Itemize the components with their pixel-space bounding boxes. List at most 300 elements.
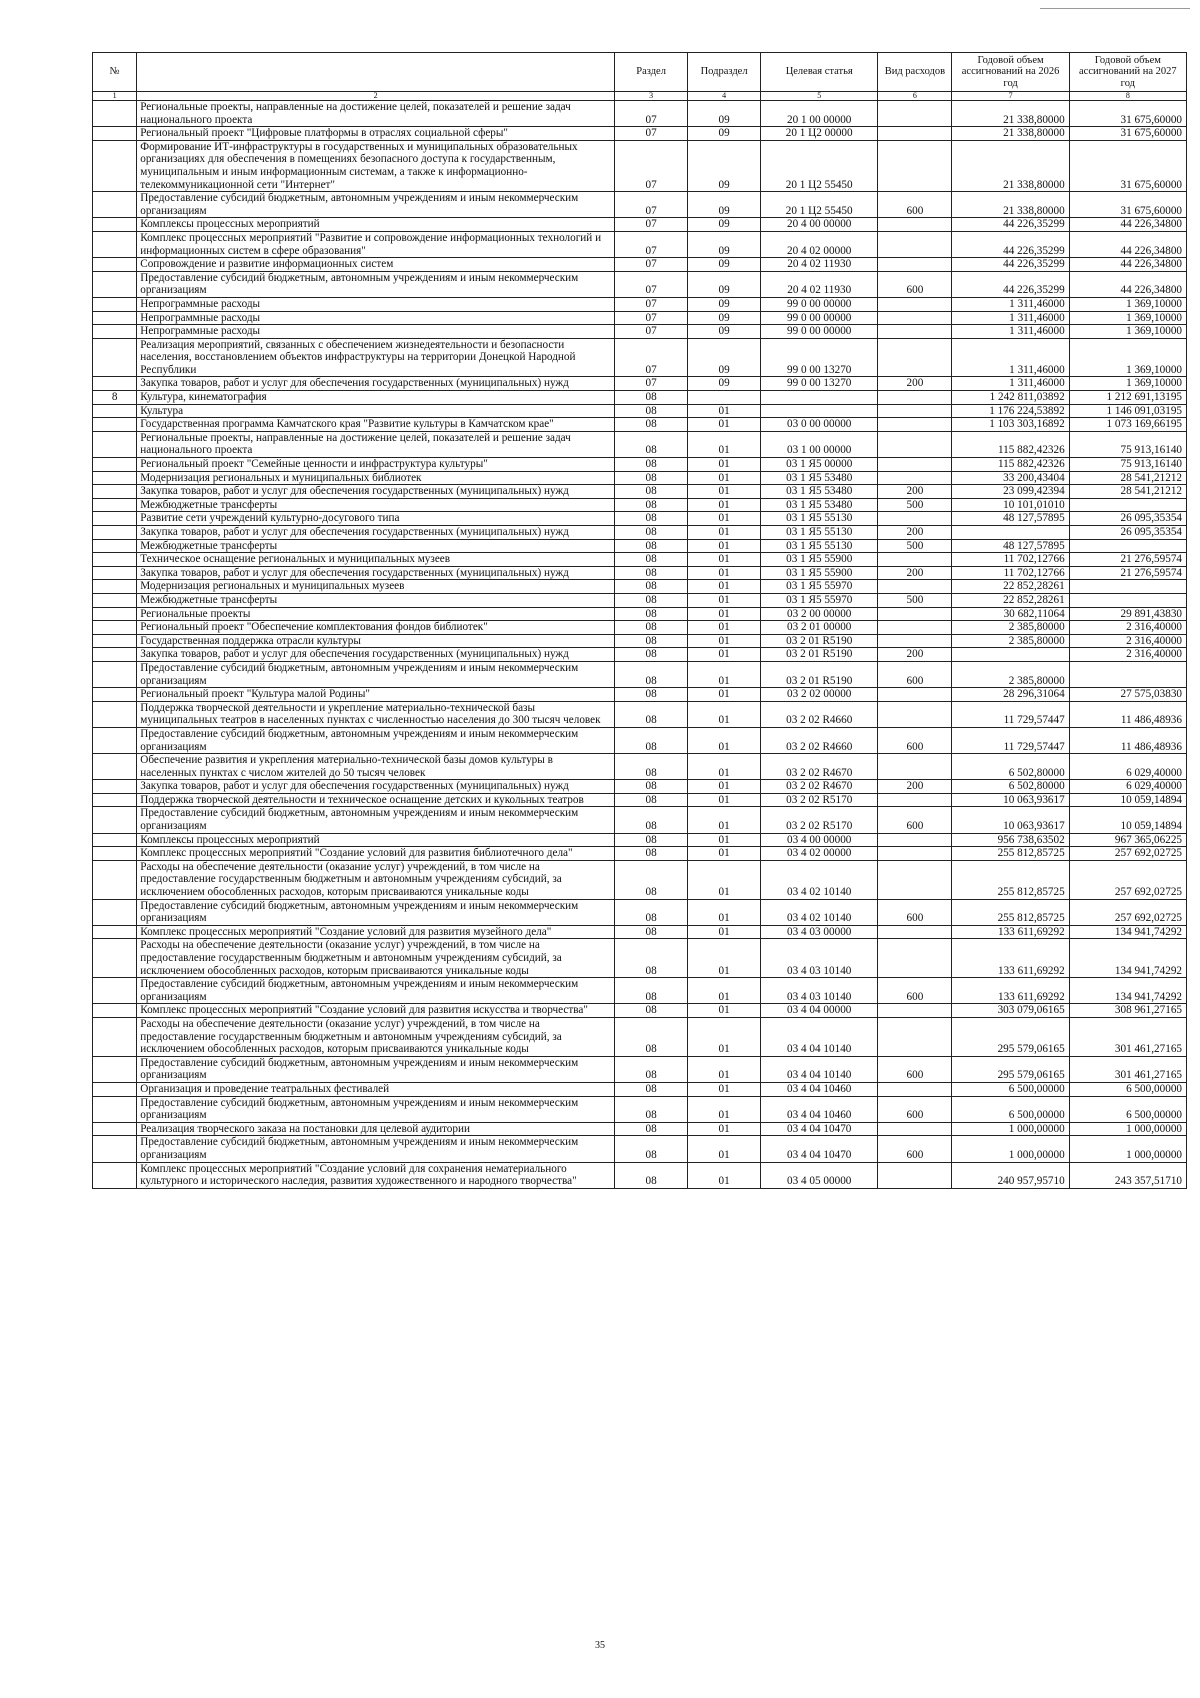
- row-name: Предоставление субсидий бюджетным, автономным учреждениям и иным некоммерческим организациям: [137, 271, 615, 297]
- table-row: [93, 1096, 1187, 1122]
- row-name: Закупка товаров, работ и услуг для обеспечения государственных (муниципальных) нужд: [137, 780, 615, 794]
- row-expense-type: 600: [878, 1096, 952, 1122]
- row-podrazdel: 09: [688, 377, 761, 391]
- row-name: Культура: [137, 404, 615, 418]
- row-expense-type: 200: [878, 566, 952, 580]
- table-row: [93, 539, 1187, 553]
- row-podrazdel: 01: [688, 860, 761, 899]
- row-expense-type: [878, 847, 952, 861]
- table-row: [93, 526, 1187, 540]
- table-row: [93, 458, 1187, 472]
- row-number: [93, 634, 137, 648]
- row-target-article: 03 2 01 R5190: [761, 634, 878, 648]
- table-row: [93, 1004, 1187, 1018]
- row-target-article: 99 0 00 13270: [761, 338, 878, 377]
- table-row: [93, 297, 1187, 311]
- row-amount-2027: 6 029,40000: [1069, 754, 1186, 780]
- row-number: [93, 553, 137, 567]
- table-row: [93, 338, 1187, 377]
- row-name: Предоставление субсидий бюджетным, автономным учреждениям и иным некоммерческим организациям: [137, 192, 615, 218]
- row-amount-2027: 2 316,40000: [1069, 648, 1186, 662]
- row-amount-2026: 1 000,00000: [952, 1136, 1069, 1162]
- header-amount-2027: Годовой объем ассигнований на 2027 год: [1069, 53, 1186, 92]
- row-razdel: 07: [615, 127, 688, 141]
- row-amount-2026: 133 611,69292: [952, 925, 1069, 939]
- row-amount-2026: 1 311,46000: [952, 311, 1069, 325]
- row-name: Комплекс процессных мероприятий "Создание условий для развития искусства и творчества": [137, 1004, 615, 1018]
- table-row: [93, 621, 1187, 635]
- row-expense-type: 200: [878, 526, 952, 540]
- row-target-article: 03 2 01 00000: [761, 621, 878, 635]
- row-number: [93, 607, 137, 621]
- row-podrazdel: 09: [688, 338, 761, 377]
- row-number: [93, 939, 137, 978]
- row-razdel: 08: [615, 404, 688, 418]
- row-target-article: 03 4 02 10140: [761, 899, 878, 925]
- row-podrazdel: 01: [688, 899, 761, 925]
- row-amount-2026: 23 099,42394: [952, 485, 1069, 499]
- row-amount-2027: 134 941,74292: [1069, 925, 1186, 939]
- row-razdel: 08: [615, 1017, 688, 1056]
- row-amount-2027: 1 369,10000: [1069, 338, 1186, 377]
- row-amount-2026: 44 226,35299: [952, 218, 1069, 232]
- row-amount-2026: 30 682,11064: [952, 607, 1069, 621]
- top-edge-rule: [1040, 8, 1190, 9]
- row-razdel: 08: [615, 847, 688, 861]
- table-row: [93, 418, 1187, 432]
- row-amount-2027: 134 941,74292: [1069, 978, 1186, 1004]
- row-target-article: 03 1 Я5 55900: [761, 553, 878, 567]
- row-podrazdel: 01: [688, 634, 761, 648]
- row-target-article: 03 2 02 R4670: [761, 754, 878, 780]
- row-amount-2026: 11 729,57447: [952, 701, 1069, 727]
- row-razdel: 08: [615, 1122, 688, 1136]
- table-row: [93, 701, 1187, 727]
- row-razdel: 07: [615, 192, 688, 218]
- row-amount-2026: 44 226,35299: [952, 231, 1069, 257]
- row-target-article: 03 2 02 R5170: [761, 807, 878, 833]
- row-number: [93, 1082, 137, 1096]
- row-number: [93, 566, 137, 580]
- row-target-article: 03 4 02 00000: [761, 847, 878, 861]
- row-razdel: 08: [615, 566, 688, 580]
- row-amount-2027: 967 365,06225: [1069, 833, 1186, 847]
- row-expense-type: [878, 860, 952, 899]
- row-amount-2027: 31 675,60000: [1069, 127, 1186, 141]
- row-number: [93, 648, 137, 662]
- row-amount-2026: 48 127,57895: [952, 539, 1069, 553]
- row-razdel: 07: [615, 271, 688, 297]
- table-row: [93, 566, 1187, 580]
- row-amount-2027: 10 059,14894: [1069, 807, 1186, 833]
- row-name: Закупка товаров, работ и услуг для обеспечения государственных (муниципальных) нужд: [137, 566, 615, 580]
- row-number: [93, 539, 137, 553]
- row-amount-2026: 6 500,00000: [952, 1096, 1069, 1122]
- row-amount-2026: 295 579,06165: [952, 1017, 1069, 1056]
- row-target-article: 20 1 00 00000: [761, 101, 878, 127]
- row-name: Государственная программа Камчатского края "Развитие культуры в Камчатском крае": [137, 418, 615, 432]
- row-target-article: 20 4 00 00000: [761, 218, 878, 232]
- row-podrazdel: 01: [688, 431, 761, 457]
- table-row: [93, 1136, 1187, 1162]
- row-name: Комплекс процессных мероприятий "Создание условий для развития музейного дела": [137, 925, 615, 939]
- row-number: [93, 807, 137, 833]
- row-target-article: 03 1 Я5 53480: [761, 485, 878, 499]
- row-target-article: 03 4 04 10470: [761, 1122, 878, 1136]
- row-expense-type: 600: [878, 192, 952, 218]
- table-row: [93, 498, 1187, 512]
- row-name: Комплекс процессных мероприятий "Развитие и сопровождение информационных технологий и информационных систем в сфере образования": [137, 231, 615, 257]
- row-podrazdel: 01: [688, 526, 761, 540]
- row-target-article: 20 1 Ц2 55450: [761, 140, 878, 191]
- row-amount-2027: 2 316,40000: [1069, 634, 1186, 648]
- row-number: [93, 338, 137, 377]
- row-number: [93, 140, 137, 191]
- row-amount-2027: 6 029,40000: [1069, 780, 1186, 794]
- row-amount-2027: 27 575,03830: [1069, 688, 1186, 702]
- row-expense-type: 600: [878, 978, 952, 1004]
- header-number: №: [93, 53, 137, 92]
- header-amount-2026: Годовой объем ассигнований на 2026 год: [952, 53, 1069, 92]
- row-podrazdel: 01: [688, 566, 761, 580]
- row-amount-2027: 301 461,27165: [1069, 1017, 1186, 1056]
- row-amount-2026: 44 226,35299: [952, 271, 1069, 297]
- row-expense-type: 200: [878, 648, 952, 662]
- row-number: [93, 512, 137, 526]
- header-expense-type: Вид расходов: [878, 53, 952, 92]
- row-expense-type: 600: [878, 1136, 952, 1162]
- row-amount-2027: 1 073 169,66195: [1069, 418, 1186, 432]
- row-expense-type: [878, 1162, 952, 1188]
- row-name: Региональный проект "Обеспечение комплектования фондов библиотек": [137, 621, 615, 635]
- row-amount-2026: 240 957,95710: [952, 1162, 1069, 1188]
- row-number: [93, 978, 137, 1004]
- row-expense-type: [878, 1004, 952, 1018]
- row-name: Непрограммные расходы: [137, 311, 615, 325]
- row-podrazdel: 01: [688, 404, 761, 418]
- row-amount-2027: 31 675,60000: [1069, 101, 1186, 127]
- row-razdel: 07: [615, 218, 688, 232]
- row-number: [93, 431, 137, 457]
- row-amount-2026: 21 338,80000: [952, 192, 1069, 218]
- row-podrazdel: 09: [688, 140, 761, 191]
- table-row: [93, 485, 1187, 499]
- row-amount-2026: 11 702,12766: [952, 566, 1069, 580]
- row-podrazdel: 01: [688, 621, 761, 635]
- row-amount-2026: [952, 648, 1069, 662]
- row-razdel: 08: [615, 807, 688, 833]
- row-expense-type: [878, 1122, 952, 1136]
- row-razdel: 08: [615, 648, 688, 662]
- row-podrazdel: 01: [688, 793, 761, 807]
- row-amount-2026: 1 103 303,16892: [952, 418, 1069, 432]
- row-razdel: 07: [615, 325, 688, 339]
- row-amount-2027: [1069, 580, 1186, 594]
- row-expense-type: [878, 431, 952, 457]
- row-target-article: 03 2 01 R5190: [761, 661, 878, 687]
- row-podrazdel: 01: [688, 1122, 761, 1136]
- row-name: Непрограммные расходы: [137, 297, 615, 311]
- row-expense-type: [878, 418, 952, 432]
- table-row: [93, 377, 1187, 391]
- table-row: [93, 833, 1187, 847]
- row-name: Предоставление субсидий бюджетным, автономным учреждениям и иным некоммерческим организациям: [137, 899, 615, 925]
- row-razdel: 08: [615, 661, 688, 687]
- table-row: [93, 127, 1187, 141]
- row-name: Комплексы процессных мероприятий: [137, 218, 615, 232]
- row-amount-2026: 6 502,80000: [952, 754, 1069, 780]
- budget-table-sheet: [92, 52, 1187, 1189]
- row-podrazdel: 01: [688, 1136, 761, 1162]
- row-number: [93, 311, 137, 325]
- table-row: [93, 978, 1187, 1004]
- row-amount-2026: 2 385,80000: [952, 621, 1069, 635]
- row-name: Организация и проведение театральных фестивалей: [137, 1082, 615, 1096]
- table-row: [93, 512, 1187, 526]
- header-podrazdel: Подраздел: [688, 53, 761, 92]
- row-razdel: 08: [615, 793, 688, 807]
- row-razdel: 08: [615, 899, 688, 925]
- row-name: Региональные проекты, направленные на достижение целей, показателей и решение задач национального проекта: [137, 101, 615, 127]
- row-razdel: 08: [615, 780, 688, 794]
- row-amount-2026: 1 000,00000: [952, 1122, 1069, 1136]
- row-razdel: 08: [615, 688, 688, 702]
- row-razdel: 08: [615, 1004, 688, 1018]
- row-razdel: 08: [615, 471, 688, 485]
- table-row: [93, 727, 1187, 753]
- row-number: [93, 458, 137, 472]
- row-number: [93, 847, 137, 861]
- row-razdel: 07: [615, 311, 688, 325]
- row-razdel: 08: [615, 431, 688, 457]
- row-name: Модернизация региональных и муниципальных музеев: [137, 580, 615, 594]
- header-razdel: Раздел: [615, 53, 688, 92]
- row-amount-2026: 1 311,46000: [952, 297, 1069, 311]
- row-amount-2027: 29 891,43830: [1069, 607, 1186, 621]
- row-number: [93, 377, 137, 391]
- row-razdel: 08: [615, 485, 688, 499]
- row-target-article: 20 1 Ц2 00000: [761, 127, 878, 141]
- row-target-article: 03 4 05 00000: [761, 1162, 878, 1188]
- row-name: Предоставление субсидий бюджетным, автономным учреждениям и иным некоммерческим организациям: [137, 1136, 615, 1162]
- row-target-article: 03 4 03 10140: [761, 978, 878, 1004]
- table-row: [93, 1082, 1187, 1096]
- row-target-article: [761, 404, 878, 418]
- row-number: [93, 192, 137, 218]
- table-row: [93, 807, 1187, 833]
- row-razdel: 07: [615, 258, 688, 272]
- row-name: Расходы на обеспечение деятельности (оказание услуг) учреждений, в том числе на предоставление государственным бюджетным и автономным учреждениям субсидий, за исключением обособленных расходов, которым присваиваются уникальные коды: [137, 939, 615, 978]
- row-amount-2026: 44 226,35299: [952, 258, 1069, 272]
- row-razdel: 08: [615, 526, 688, 540]
- row-expense-type: [878, 1082, 952, 1096]
- row-amount-2027: 243 357,51710: [1069, 1162, 1186, 1188]
- row-expense-type: [878, 297, 952, 311]
- row-podrazdel: 01: [688, 485, 761, 499]
- row-number: [93, 271, 137, 297]
- row-target-article: 03 2 00 00000: [761, 607, 878, 621]
- table-row: [93, 607, 1187, 621]
- row-amount-2026: 1 311,46000: [952, 325, 1069, 339]
- row-number: [93, 833, 137, 847]
- row-amount-2027: 257 692,02725: [1069, 860, 1186, 899]
- row-amount-2027: 44 226,34800: [1069, 218, 1186, 232]
- row-razdel: 08: [615, 539, 688, 553]
- row-name: Межбюджетные трансферты: [137, 498, 615, 512]
- row-amount-2026: 21 338,80000: [952, 140, 1069, 191]
- column-number: 1: [93, 92, 137, 101]
- row-target-article: 03 1 Я5 55970: [761, 593, 878, 607]
- row-target-article: 03 2 02 R4660: [761, 701, 878, 727]
- row-podrazdel: 01: [688, 727, 761, 753]
- table-row: [93, 939, 1187, 978]
- row-expense-type: 600: [878, 899, 952, 925]
- row-target-article: 03 1 Я5 55130: [761, 512, 878, 526]
- row-name: Государственная поддержка отрасли культуры: [137, 634, 615, 648]
- row-number: [93, 793, 137, 807]
- row-target-article: 03 1 Я5 55900: [761, 566, 878, 580]
- row-name: Формирование ИТ-инфраструктуры в государственных и муниципальных образовательных организациях для обеспечения в помещениях безопасного доступа к государственным, муниципальным и иным информационным системам, а также к информационно-телекоммуникационной сети "Интернет": [137, 140, 615, 191]
- row-podrazdel: 01: [688, 780, 761, 794]
- row-target-article: 20 1 Ц2 55450: [761, 192, 878, 218]
- row-name: Сопровождение и развитие информационных систем: [137, 258, 615, 272]
- row-razdel: 07: [615, 231, 688, 257]
- row-target-article: 03 4 00 00000: [761, 833, 878, 847]
- row-podrazdel: 01: [688, 1096, 761, 1122]
- row-podrazdel: 09: [688, 271, 761, 297]
- table-row: [93, 1162, 1187, 1188]
- row-name: Обеспечение развития и укрепления материально-технической базы домов культуры в населенных пунктах с числом жителей до 50 тысяч человек: [137, 754, 615, 780]
- row-number: [93, 701, 137, 727]
- row-expense-type: 500: [878, 539, 952, 553]
- row-number: [93, 688, 137, 702]
- row-expense-type: [878, 580, 952, 594]
- row-podrazdel: 01: [688, 418, 761, 432]
- row-amount-2027: 26 095,35354: [1069, 526, 1186, 540]
- table-row: [93, 634, 1187, 648]
- row-expense-type: [878, 621, 952, 635]
- row-amount-2027: 21 276,59574: [1069, 553, 1186, 567]
- row-amount-2026: 2 385,80000: [952, 634, 1069, 648]
- row-amount-2026: 11 702,12766: [952, 553, 1069, 567]
- row-number: [93, 899, 137, 925]
- row-amount-2027: 44 226,34800: [1069, 271, 1186, 297]
- row-expense-type: [878, 793, 952, 807]
- row-name: Расходы на обеспечение деятельности (оказание услуг) учреждений, в том числе на предоставление государственным бюджетным и автономным учреждениям субсидий, за исключением обособленных расходов, которым присваиваются уникальные коды: [137, 1017, 615, 1056]
- row-name: Комплекс процессных мероприятий "Создание условий для развития библиотечного дела": [137, 847, 615, 861]
- table-row: [93, 140, 1187, 191]
- row-amount-2027: 10 059,14894: [1069, 793, 1186, 807]
- row-expense-type: [878, 701, 952, 727]
- table-row: [93, 925, 1187, 939]
- row-podrazdel: 01: [688, 593, 761, 607]
- table-row: [93, 793, 1187, 807]
- row-number: [93, 471, 137, 485]
- row-razdel: 08: [615, 727, 688, 753]
- column-number: 4: [688, 92, 761, 101]
- row-podrazdel: 01: [688, 1017, 761, 1056]
- row-target-article: 99 0 00 00000: [761, 297, 878, 311]
- row-amount-2027: 21 276,59574: [1069, 566, 1186, 580]
- row-target-article: 03 4 03 10140: [761, 939, 878, 978]
- row-number: [93, 418, 137, 432]
- row-number: [93, 860, 137, 899]
- row-razdel: 08: [615, 701, 688, 727]
- row-amount-2027: [1069, 593, 1186, 607]
- table-row: [93, 1017, 1187, 1056]
- row-amount-2026: 33 200,43404: [952, 471, 1069, 485]
- table-row: [93, 311, 1187, 325]
- row-amount-2027: 301 461,27165: [1069, 1056, 1186, 1082]
- row-number: [93, 580, 137, 594]
- table-row: [93, 860, 1187, 899]
- row-name: Предоставление субсидий бюджетным, автономным учреждениям и иным некоммерческим организациям: [137, 1056, 615, 1082]
- header-target-article: Целевая статья: [761, 53, 878, 92]
- row-podrazdel: 01: [688, 458, 761, 472]
- row-expense-type: [878, 553, 952, 567]
- row-podrazdel: 09: [688, 258, 761, 272]
- row-razdel: 08: [615, 833, 688, 847]
- row-razdel: 08: [615, 418, 688, 432]
- row-podrazdel: 01: [688, 512, 761, 526]
- row-podrazdel: 01: [688, 1162, 761, 1188]
- row-razdel: 08: [615, 593, 688, 607]
- row-amount-2026: 10 063,93617: [952, 793, 1069, 807]
- table-row: [93, 391, 1187, 405]
- row-target-article: 03 1 Я5 55970: [761, 580, 878, 594]
- row-podrazdel: 01: [688, 471, 761, 485]
- row-expense-type: 200: [878, 485, 952, 499]
- row-target-article: 03 2 02 R4670: [761, 780, 878, 794]
- row-amount-2026: 133 611,69292: [952, 978, 1069, 1004]
- row-razdel: 07: [615, 101, 688, 127]
- row-amount-2027: 44 226,34800: [1069, 231, 1186, 257]
- table-row: [93, 325, 1187, 339]
- row-podrazdel: 09: [688, 311, 761, 325]
- row-name: Региональный проект "Семейные ценности и инфраструктура культуры": [137, 458, 615, 472]
- row-expense-type: 600: [878, 271, 952, 297]
- page-number: 35: [595, 1640, 605, 1651]
- table-row: [93, 754, 1187, 780]
- row-amount-2027: 31 675,60000: [1069, 192, 1186, 218]
- row-amount-2027: 31 675,60000: [1069, 140, 1186, 191]
- table-row: [93, 231, 1187, 257]
- row-podrazdel: 09: [688, 127, 761, 141]
- row-razdel: 08: [615, 1096, 688, 1122]
- header-name: [137, 53, 615, 92]
- row-number: [93, 1122, 137, 1136]
- row-amount-2026: 956 738,63502: [952, 833, 1069, 847]
- row-razdel: 08: [615, 754, 688, 780]
- row-podrazdel: 01: [688, 925, 761, 939]
- row-podrazdel: 01: [688, 1056, 761, 1082]
- row-expense-type: [878, 634, 952, 648]
- row-podrazdel: 01: [688, 498, 761, 512]
- row-number: [93, 1162, 137, 1188]
- row-name: Межбюджетные трансферты: [137, 539, 615, 553]
- row-amount-2026: 48 127,57895: [952, 512, 1069, 526]
- row-target-article: 03 4 04 10470: [761, 1136, 878, 1162]
- header-row: [93, 53, 1187, 92]
- row-amount-2027: 6 500,00000: [1069, 1096, 1186, 1122]
- row-number: [93, 1056, 137, 1082]
- row-amount-2027: 26 095,35354: [1069, 512, 1186, 526]
- row-target-article: 99 0 00 00000: [761, 311, 878, 325]
- row-name: Региональные проекты, направленные на достижение целей, показателей и решение задач национального проекта: [137, 431, 615, 457]
- row-expense-type: [878, 471, 952, 485]
- row-target-article: 03 2 01 R5190: [761, 648, 878, 662]
- row-number: [93, 661, 137, 687]
